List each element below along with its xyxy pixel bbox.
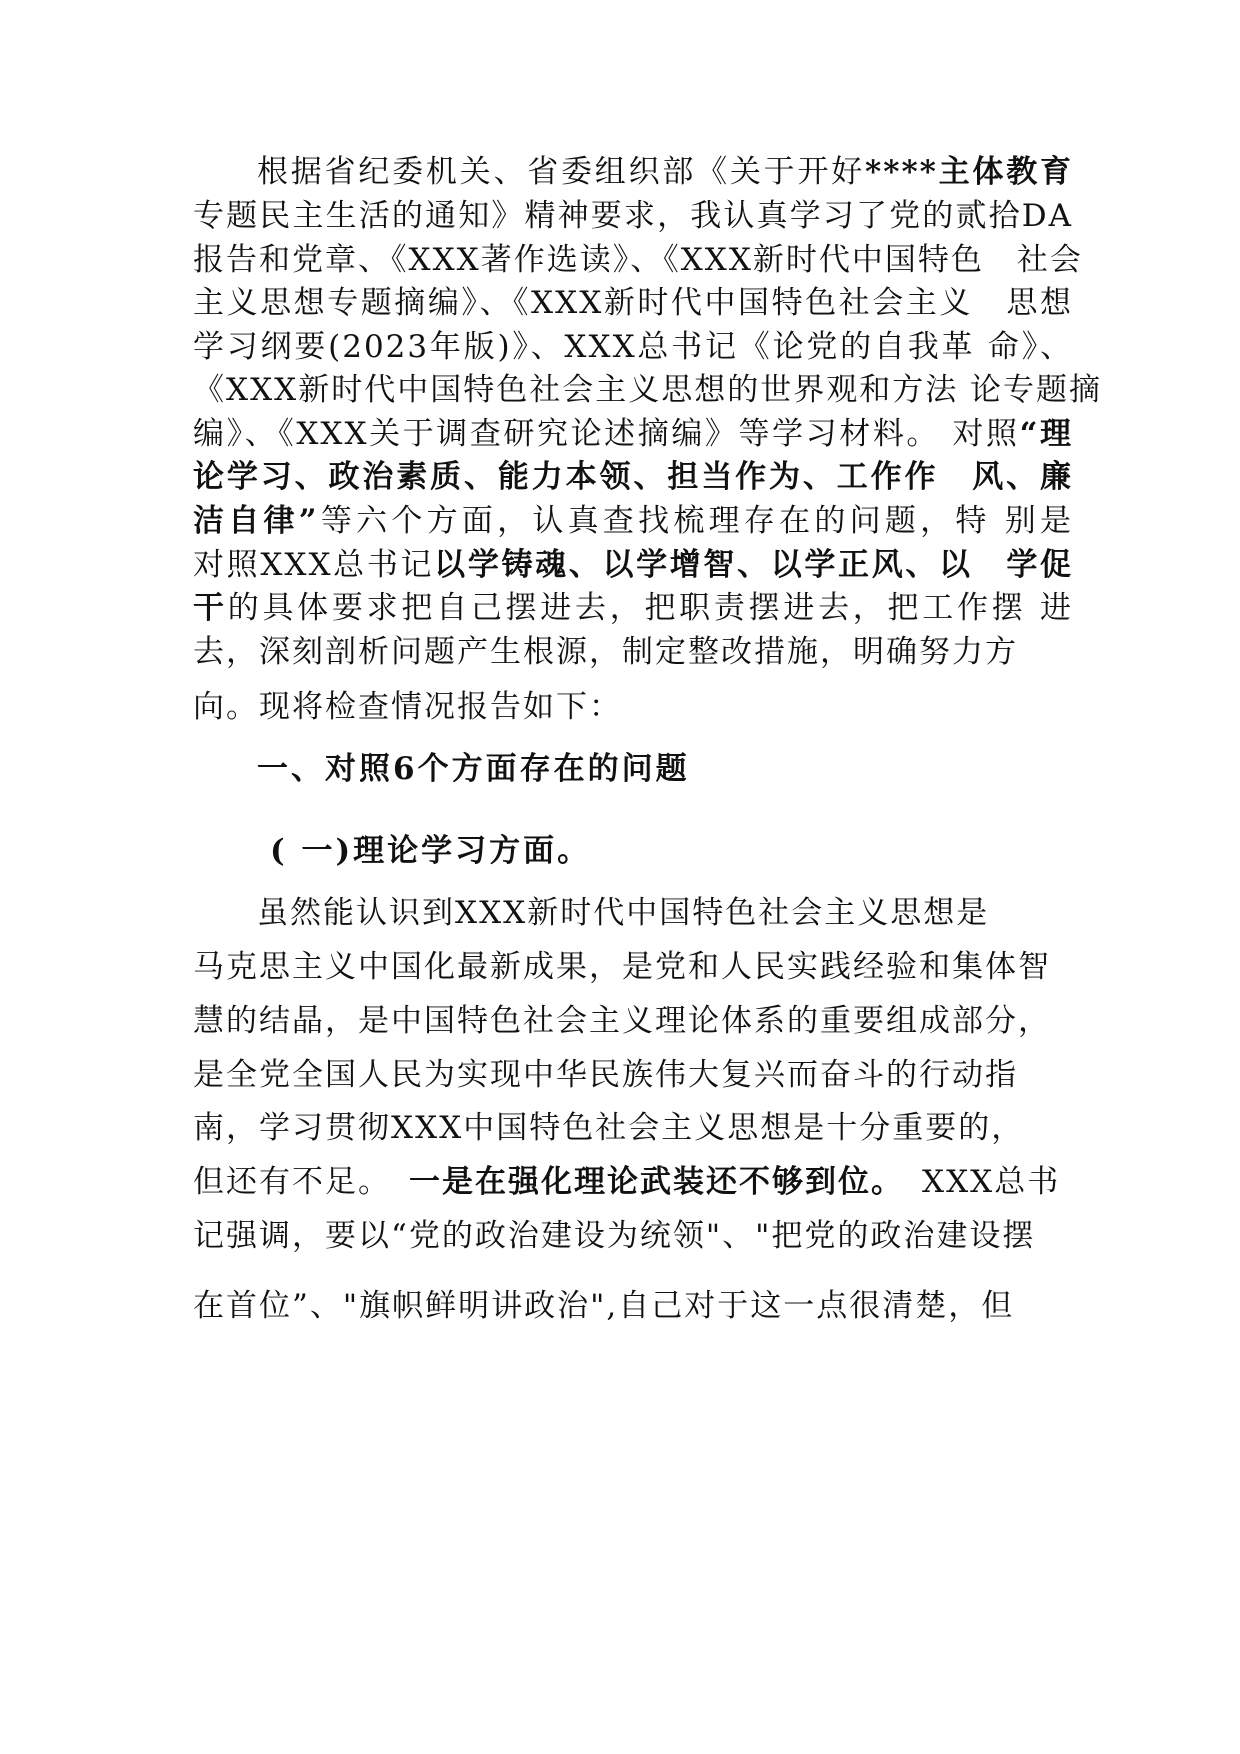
intro-line-2: 专题民主生活的通知》精神要求，我认真学习了党的贰拾DA [193, 198, 1073, 234]
intro-line-13: 向。现将检查情况报告如下： [193, 689, 622, 725]
body-line-1: 虽然能认识到XXX新时代中国特色社会主义思想是 [257, 895, 990, 931]
intro-line-7 [193, 414, 1073, 454]
intro-text: 编》、《XXX关于调查研究论述摘编》等学习材料。 对照 [193, 416, 1020, 452]
intro-bold-text: 以学铸魂、以学增智、以学正风、以 学促 [434, 547, 1073, 583]
intro-line-1 [257, 152, 1073, 192]
intro-bold-text: ****主体教育 [865, 154, 1073, 190]
intro-text: 对照XXX总书记 [193, 547, 435, 583]
body-line-8: 在首位”、"旗帜鲜明讲政治",自己对于这一点很清楚，但 [193, 1288, 1015, 1324]
intro-line-5: 学习纲要(2023年版)》、XXX总书记《论党的自我革 命》、 [193, 329, 1073, 365]
body-text: 但还有不足。 [193, 1164, 391, 1200]
body-line-3: 慧的结晶，是中国特色社会主义理论体系的重要组成部分， [193, 1003, 1051, 1039]
body-line-4: 是全党全国人民为实现中华民族伟大复兴而奋斗的行动指 [193, 1057, 1018, 1093]
body-line-5: 南，学习贯彻XXX中国特色社会主义思想是十分重要的， [193, 1110, 1025, 1146]
body-line-7: 记强调，要以“党的政治建设为统领"、"把党的政治建设摆 [193, 1218, 1036, 1254]
subsection-heading: ( 一)理论学习方面。 [270, 833, 592, 869]
intro-text: 的具体要求把自己摆进去，把职责摆进去，把工作摆 进 [227, 590, 1074, 626]
intro-text: 等六个方面，认真查找梳理存在的问题，特 别是 [318, 503, 1073, 539]
intro-line-11 [193, 588, 1073, 628]
intro-bold-text: “理 [1019, 416, 1073, 452]
body-line-2: 马克思主义中国化最新成果，是党和人民实践经验和集体智 [193, 949, 1051, 985]
body-bold-text: 一是在强化理论武装还不够到位。 [409, 1164, 904, 1200]
body-line-6 [193, 1162, 1073, 1202]
intro-line-3: 报告和党章、《XXX著作选读》、《XXX新时代中国特色 社会 [193, 242, 1083, 278]
intro-line-12: 去，深刻剖析问题产生根源，制定整改措施，明确努力方 [193, 634, 1018, 670]
intro-line-6: 《XXX新时代中国特色社会主义思想的世界观和方法 论专题摘 [193, 372, 1103, 408]
intro-text: 根据省纪委机关、省委组织部《关于开好 [257, 154, 866, 190]
intro-line-10 [193, 545, 1073, 585]
intro-bold-text: 干 [193, 590, 228, 626]
intro-line-8: 论学习、政治素质、能力本领、担当作为、工作作 风、廉 [193, 459, 1073, 495]
intro-bold-text: 洁自律” [193, 503, 319, 539]
body-text: XXX总书 [922, 1164, 1061, 1200]
section-heading: 一、对照6个方面存在的问题 [257, 751, 690, 787]
intro-line-4: 主义思想专题摘编》、《XXX新时代中国特色社会主义 思想 [193, 285, 1073, 321]
intro-line-9 [193, 501, 1073, 541]
